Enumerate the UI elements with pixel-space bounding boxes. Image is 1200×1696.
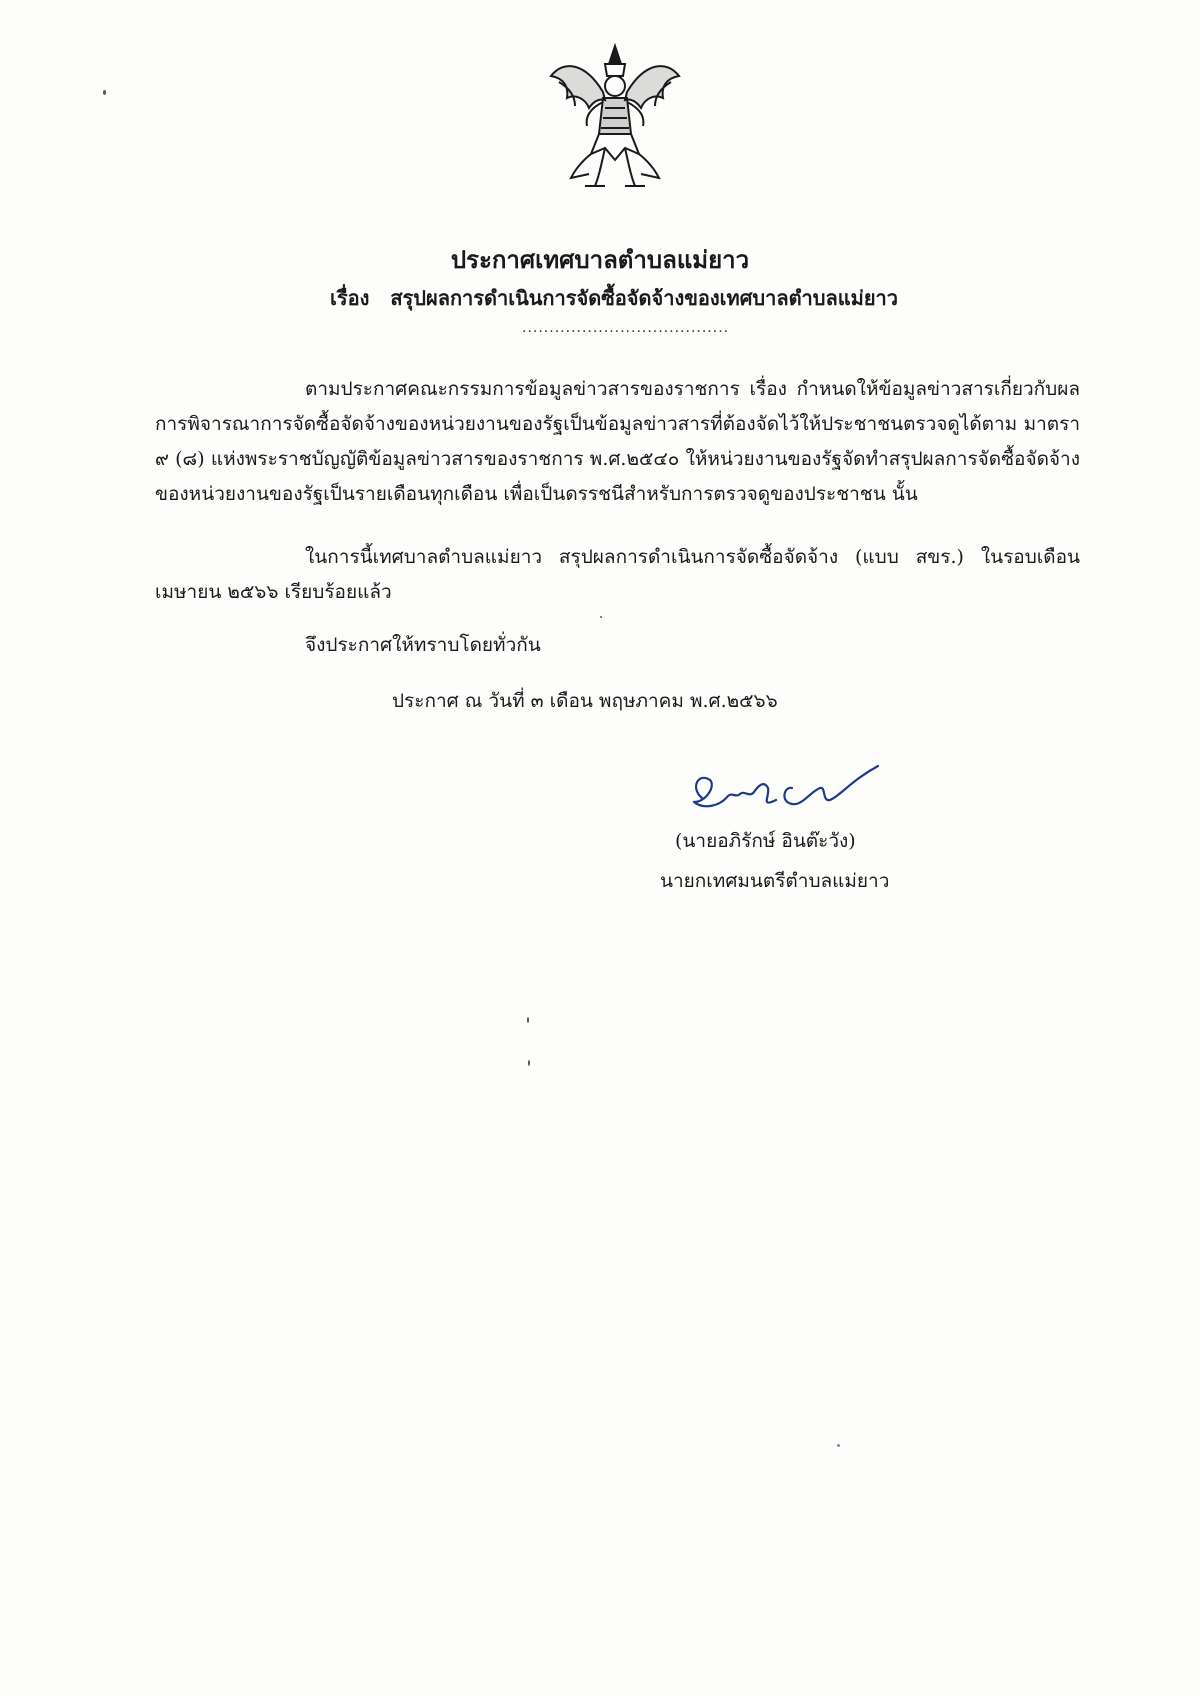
dotted-divider: ...................................... (522, 320, 730, 336)
announcement-date: ประกาศ ณ วันที่ ๓ เดือน พฤษภาคม พ.ศ.๒๕๖๖ (392, 690, 778, 712)
scan-speck (103, 90, 106, 95)
signer-name: (นายอภิรักษ์ อินต๊ะวัง) (675, 830, 856, 852)
scan-speck (528, 1060, 530, 1066)
signer-title: นายกเทศมนตรีตำบลแม่ยาว (660, 870, 890, 892)
document-subject (330, 282, 898, 314)
subject-label: เรื่อง (330, 286, 370, 310)
scan-speck (527, 1017, 529, 1023)
garuda-emblem-icon (545, 42, 685, 192)
body-paragraph-2: ในการนี้เทศบาลตำบลแม่ยาว สรุปผลการดำเนินการจัดซื้อจัดจ้าง (แบบ สขร.) ในรอบเดือน เมษายน ๒๕๖๖ เรียบร้อยแล้ว (155, 546, 1080, 603)
handwritten-signature (680, 758, 900, 828)
scan-speck (600, 616, 602, 618)
announcement-line: จึงประกาศให้ทราบโดยทั่วกัน (305, 634, 541, 656)
scan-speck (837, 1444, 840, 1447)
subject-text: สรุปผลการดำเนินการจัดซื้อจัดจ้างของเทศบาลตำบลแม่ยาว (390, 286, 898, 310)
body-paragraph-1: ตามประกาศคณะกรรมการข้อมูลข่าวสารของราชการ เรื่อง กำหนดให้ข้อมูลข่าวสารเกี่ยวกับผลการพิจารณาการจัดซื้อจัดจ้างของหน่วยงานของรัฐเป็นข้อมูลข่าวสารที่ต้องจัดไว้ให้ประชาชนตรวจดูได้ตาม มาตรา ๙ (๘) แห่งพระราชบัญญัติข้อมูลข่าวสารของราชการ พ.ศ.๒๕๔๐ ให้หน่วยงานของรัฐจัดทำสรุปผลการจัดซื้อจัดจ้างของหน่วยงานของรัฐเป็นรายเดือนทุกเดือน เพื่อเป็นดรรชนีสำหรับการตรวจดูของประชาชน นั้น (155, 378, 1080, 505)
document-title: ประกาศเทศบาลตำบลแม่ยาว (450, 245, 750, 274)
